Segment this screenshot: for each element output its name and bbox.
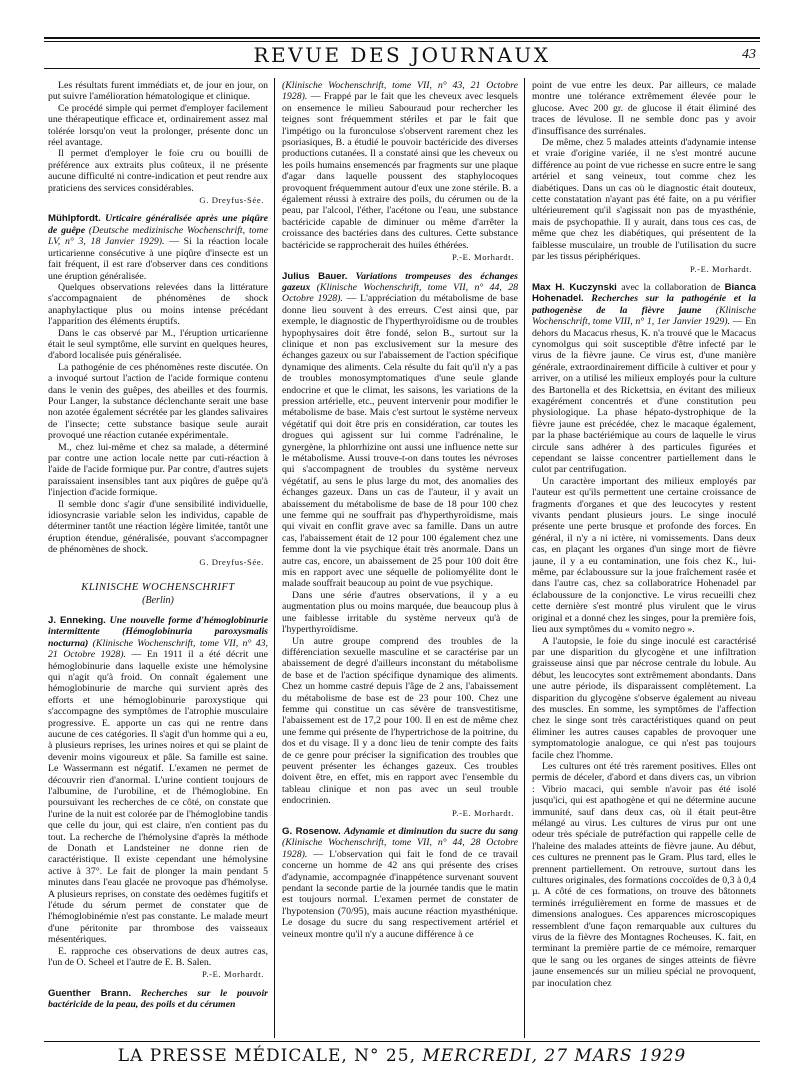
header-top-thin-rule	[44, 41, 760, 42]
article-source: (Klinische Wochenschrift, tome VII, n° 43, 21 Octobre 1928).	[282, 80, 518, 103]
paragraph: M., chez lui-même et chez sa malade, a déterminé par contre une action locale nette par cuti-réaction à l'aide de l'acide formique pur. Par contre, d'autres sujets paraissaient insensibles tant aux piqûres de guêpe qu'à l'injection d'acide formique.	[48, 441, 268, 499]
column-left	[48, 80, 268, 1038]
signature: P.-E. Morhardt.	[452, 807, 514, 818]
article-coauthor: Bianca Hohenadel.	[532, 281, 756, 305]
footer	[44, 1046, 760, 1066]
column-divider-1	[274, 78, 275, 1038]
article-title: Une nouvelle forme d'hémoglobinurie intermittente (Hémoglobinuria paroxysmalis nocturna)	[48, 614, 268, 649]
running-head-title: REVUE DES JOURNAUX	[253, 43, 551, 67]
article-enneking	[48, 615, 268, 946]
paragraph: Dans une série d'autres observations, il y a eu augmentation plus ou moins marquée, due beaucoup plus à une faiblesse irritable du système nerveux qu'à de l'hyperthyroïdisme.	[282, 589, 518, 636]
paragraph: Un caractère important des milieux employés par l'auteur est qu'ils permettent une certaine croissance de fragments d'organes et que des leucocytes y restent vivants pendant plusieurs jours. Le singe inoculé présente une perte brusque et profonde des forces. En général, il n'y a ni ictère, ni vomissements. Dans deux cas, en plaçant les organes d'un singe mort de fièvre jaune, il y a eu contamination, une fois chez K., lui-même, par éclaboussure sur la joue fraîchement rasée et dans l'autre cas, chez sa collaboratrice Hohenadel par éclaboussure de la conjonctive. Le virus recueilli chez cette dernière s'est montré plus virulent que le virus original et a donné chez les singes, pour la première fois, lieu aux symptômes du « vomito negro ».	[532, 475, 756, 636]
paragraph: Un autre groupe comprend des troubles de la différenciation sexuelle masculine et se caractérise par un abaissement de degré d'ailleurs inconstant du métabolisme de base et de l'action spécifique dynamique des aliments. Chez un homme castré depuis l'âge de 2 ans, l'abaissement du métabolisme de base est de 23 pour 100. Chez une femme qui constitue un cas sévère de transvestitisme, l'abaissement est de 17,2 pour 100. Il en est de même chez une femme qui présente de l'hypertrichose de la poitrine, du dos et du visage. Il y a donc lieu de tenir compte des faits de ce genre pour préciser la signification des troubles que peuvent présenter les échanges gazeux. Ces troubles doivent être, en effet, mis en rapport avec l'ensemble du tableau clinique et non pas avec un seul trouble endocrinien.	[282, 635, 518, 807]
signature: G. Dreyfus-Sée.	[199, 195, 264, 206]
article-text: — En 1911 il a été décrit une hémoglobinurie dans laquelle existe une hémolysine qui n'agit qu'à froid. On connaît également une hémoglobinurie de marche qui survient après des efforts et une hémoglobinurie paroxystique qui s'accompagne des symptômes de l'atrophie musculaire progressive. E. apporte un cas qui ne rentre dans aucune de ces catégories. Il s'agit d'un homme qui a eu, à plusieurs reprises, les urines noires et qui se plaint de devenir moins vigoureux et pâle. Sa famille est saine. Le Wassermann est négatif. L'examen ne permet de découvrir rien d'anormal. L'urine contient toujours de l'albumine, de l'urobiline, et de l'hémoglobine. En poursuivant les recherches de ce côté, on constate que l'urine de la nuit est colorée par de l'hémoglobine tandis que celle du jour, qui est claire, n'en contient pas du tout. La recherche de l'hémolysine d'après la méthode de Donath et Landsteiner ne donne rien de caractéristique. Il existe cependant une hémolysine active à 37°. Le fait de plonger la main pendant 5 minutes dans l'eau glacée ne provoque pas d'hémolyse. A plusieurs reprises, on constate des oedèmes fugitifs et l'étude du sérum permet de constater que de l'hémoglobinémie n'est pas constante. Le malade meurt d'une péritonite par thrombose des vaisseaux mésentériques.	[48, 649, 268, 946]
header-bottom-rule	[44, 68, 760, 69]
paragraph: point de vue entre les deux. Par ailleurs, ce malade montre une tolérance extrêmement élevée pour le glucose. Avec 200 gr. de glucose il était éliminé des traces de lévulose. Il ne semble donc pas y avoir d'insuffisance des surrénales.	[532, 80, 756, 137]
article-title: Recherches sur le pouvoir bactéricide de la peau, des poils et du cérumen	[48, 987, 268, 1011]
article-brann-body	[282, 80, 518, 251]
footer-date: MERCREDI, 27 MARS 1929	[422, 1046, 687, 1066]
article-kuczynski	[532, 282, 756, 476]
paragraph: Ce procédé simple qui permet d'employer facilement une thérapeutique efficace et, ordinairement assez mal tolérée lorsqu'on veut la prolonger, présente donc un réel avantage.	[48, 102, 268, 149]
article-author: Julius Bauer.	[282, 270, 348, 282]
article-author: J. Enneking.	[48, 614, 106, 626]
paragraph: Les résultats furent immédiats et, de jour en jour, on put suivre l'amélioration hématologique et clinique.	[48, 80, 268, 103]
article-source: (Klinische Wochenschrift, tome VII, n° 44, 28 Octobre 1928).	[282, 281, 518, 305]
article-muhlpfordt	[48, 213, 268, 281]
article-source: (Klinische Wochenschrift, tome VII, n° 44, 28 Octobre 1928).	[282, 837, 518, 860]
page-number: 43	[742, 47, 756, 62]
section-title: KLINISCHE WOCHENSCHRIFT	[81, 582, 235, 594]
signature: G. Dreyfus-Sée.	[199, 556, 264, 567]
article-text: — Si la réaction locale urticarienne consécutive à une piqûre d'insecte est un fait fréquent, il est rare d'observer dans ces conditions une éruption généralisée.	[48, 236, 268, 282]
paragraph: De même, chez 5 malades atteints d'adynamie intense et vraie d'origine variée, il ne s'est montré aucune différence au point de vue richesse en sucre entre le sang artériel et sang veineux, tout comme chez les diabétiques. Dans un cas où le diagnostic était douteux, cette constatation n'ayant pas été faite, on a pu vérifier ultérieurement qu'il s'agissait non pas de myasthénie, mais de psychopathie. Il y aurait, dans tous ces cas, de même que chez les diabétiques, qui présentent de la faiblesse musculaire, un trouble de l'utilisation du sucre par les tissus périphériques.	[532, 137, 756, 263]
article-source: (Klinische Wochenschrift, tome VII, n° 43, 21 Octobre 1928).	[48, 637, 268, 661]
article-author: Max H. Kuczynski	[532, 281, 617, 293]
paragraph: Dans le cas observé par M., l'éruption urticarienne était le seul symptôme, elle survint en quelques heures, d'abord localisée puis généralisée.	[48, 327, 268, 362]
article-source: (Deutsche medizinische Wochenschrift, tome LV, n° 3, 18 Janvier 1929).	[48, 224, 268, 248]
article-collab-label: avec la collaboration de	[621, 281, 721, 293]
signature: P.-E. Morhardt.	[202, 969, 264, 980]
article-bauer	[282, 271, 518, 590]
signature: P.-E. Morhardt.	[452, 252, 514, 263]
section-city: (Berlin)	[142, 595, 174, 607]
column-right	[532, 80, 756, 1038]
article-title: Urticaire généralisée après une piqûre de guêpe	[48, 213, 268, 236]
article-author: Guenther Brann.	[48, 987, 131, 999]
paragraph: Il semble donc s'agir d'une sensibilité individuelle, idiosyncrasie variable selon les individus, capable de déterminer tantôt une réaction légère limitée, tantôt une éruption étendue, généralisée, pouvant s'accompagner de phénomènes de shock.	[48, 498, 268, 556]
header-top-rule	[44, 37, 760, 39]
footer-journal: LA PRESSE MÉDICALE, N° 25,	[117, 1046, 416, 1066]
article-text: — L'appréciation du métabolisme de base donne lieu souvent à des erreurs. C'est ainsi que, par exemple, le diagnostic de l'hyperthyroïdisme ou de troubles hypophysaires doit être fondé, selon B., surtout sur la clinique et non pas exclusivement sur la mesure des échanges gazeux ou sur l'abaissement de l'action spécifique dynamique des aliments. Cela résulte du fait qu'il n'y a pas de troubles monosymptomatiques d'une seule glande endocrine et que le climat, les saisons, les variations de la pression artérielle, etc., peuvent intervenir pour modifier le métabolisme de base. Mais c'est surtout le système nerveux végétatif qui doit être pris en considération, car toutes les drogues qui agissent sur lui comme l'adrénaline, le gynergène, la phlorrhizine ont aussi une influence nette sur le métabolisme. Aussi trouve-t-on dans toutes les névroses qui s'accompagnent de troubles du système nerveux végétatif, au sens le plus large du mot, des anomalies des échanges gazeux. Dans un cas de l'auteur, il y avait un abaissement du métabolisme de base de 18 pour 100 chez une femme qui ne souffrait pas d'hyperthyroïdisme, mais qui vivait en conflit grave avec sa famille. Dans un autre cas, l'abaissement était de 12 pour 100 également chez une femme dont la vie psychique était très anormale. Dans un autre cas, encore, un abaissement de 25 pour 100 doit être mis en rapport avec une séquelle de poliomyélite dont le malade souffrait beaucoup au point de vue psychique.	[282, 293, 518, 590]
article-title: Recherches sur la pathogénie et la pathogenèse de la fièvre jaune	[532, 293, 756, 316]
paragraph: A l'autopsie, le foie du singe inoculé est caractérisé par une disparition du glycogène et une infiltration graisseuse ainsi que par nécrose centrale du lobule. Au début, les leucocytes sont extrêmement abondants. Dans une autre période, ils disparaissent complètement. La disparition du glycogène s'observe également au niveau des muscles. En somme, les symptômes de l'affection chez le singe sont très caractéristiques quand on peut éliminer les autres causes capables de provoquer une symptomatologie analogue, ce qui n'est pas toujours facile chez l'homme.	[532, 635, 756, 761]
article-source: (Klinische Wochenschrift, tome VIII, n° 1, 1er Janvier 1929).	[532, 304, 756, 328]
paragraph: E. rapproche ces observations de deux autres cas, l'un de O. Scheel et l'autre de E. B. Salen.	[48, 945, 268, 969]
footer-rule	[44, 1041, 760, 1042]
signature: P.-E. Morhardt.	[690, 263, 752, 274]
article-text: — L'observation qui fait le fond de ce travail concerne un homme de 42 ans qui présente des crises d'adynamie, accompagnée d'inappétence survenant souvent pendant la seconde partie de la journée tandis que le matin est toujours normal. L'examen permet de constater de l'hypotension (70/95), mais aucune réaction myasthénique. Le dosage du sucre du sang respectivement artériel et veineux montre qu'il n'y a aucune différence à ce	[282, 848, 518, 940]
column-divider-2	[524, 78, 525, 1038]
article-title: Adynamie et diminution du sucre du sang	[343, 826, 518, 837]
paragraph: Quelques observations relevées dans la littérature s'accompagnaient de phénomènes de shock anaphylactique plus ou moins intense précédant l'apparition des éléments éruptifs.	[48, 281, 268, 328]
paragraph: Les cultures ont été très rarement positives. Elles ont permis de déceler, d'abord et dans divers cas, un vibrion : Vibrio macaci, qui semble n'avoir pas été isolé jusqu'ici, qui est apathogène et qui ne détermine aucune immunité, sauf dans deux cas, où il était peut-être mélangé au virus. Les cultures de virus pur ont une odeur très spéciale de putréfaction qui rappelle celle de l'haleine des malades atteints de fièvre jaune. Au début, ces cultures ne prennent pas le Gram. Plus tard, elles le prennent partiellement. On retrouve, surtout dans les cultures originales, des formations coccoïdes de 0,3 à 0,4 µ. A côté de ces formations, on trouve des bâtonnets terminés irrégulièrement en forme de massues et de dimensions analogues. Ces apparences microscopiques ressemblent d'une façon remarquable aux cultures du virus de la fièvre des Montagnes Rocheuses. K. fait, en terminant la première partie de ce mémoire, remarquer que le sang ou les organes de singes atteints de fièvre jaune ensemencés sur un milieu spécial ne provoquent, par inoculation chez	[532, 760, 756, 989]
article-brann-head	[48, 988, 268, 1011]
article-title: Variations trompeuses des échanges gazeux	[282, 270, 518, 293]
column-middle	[282, 80, 518, 1038]
article-text: — Frappé par le fait que les cheveux avec lesquels on ensemence le milieu Sabouraud pour rechercher les teignes sont fréquemment stériles et par le fait que l'impétigo ou la furonculose s'observent rarement chez les psoriasiques, B. a étudié le pouvoir bactéricide des diverses productions cutanées. Il a constaté ainsi que les cheveux ou les poils humains ensemencés par fragments sur une plaque d'agar dans laquelle poussent des staphylocoques provoquent fréquemment autour d'eux une zone stérile. B. a également réussi à extraire des poils, du cérumen ou de la peau, par l'alcool, l'éther, l'acétone ou l'eau, une substance bactéricide capable de diminuer ou même d'arrêter la croissance des bactéries dans des cultures. Cette substance bactéricide se rapprocherait des huiles éthérées.	[282, 91, 518, 251]
article-author: Mühlpfordt.	[48, 213, 101, 225]
article-text: — En dehors du Macacus rhesus, K. n'a trouvé que le Macacus cynomolgus qui soit susceptible d'être infecté par le virus de la fièvre jaune. Ce virus est, d'une manière générale, extraordinairement difficile à cultiver et pour y arriver, on a utilisé les milieux employés pour la culture des Bartonella et des Rickettsia, en évitant des milieux exagérément concentrés et d'une constitution peu physiologique. La phase hépato-dystrophique de la fièvre jaune est précédée, chez le macaque également, par la phase bactériémique au cours de laquelle le virus circule sans adhérer à des particules figurées et cependant se laisse concentrer partiellement dans le culot par centrifugation.	[532, 316, 756, 476]
paragraph: Il permet d'employer le foie cru ou bouilli de préférence aux extraits plus coûteux, il ne présente aucune difficulté ni contre-indication et peut rendre aux praticiens des services considérables.	[48, 148, 268, 194]
article-author: G. Rosenow.	[282, 826, 341, 837]
article-rosenow	[282, 826, 518, 940]
paragraph: La pathogénie de ces phénomènes reste discutée. On a invoqué surtout l'action de l'acide formique contenu dans le venin des guêpes, des abeilles et des fourmis. Pour Langer, la substance déclenchante serait une base non azotée également sécrétée par les glandes salivaires de l'insecte; cette substance basique seule aurait provoqué une réaction cutanée expérimentale.	[48, 361, 268, 442]
